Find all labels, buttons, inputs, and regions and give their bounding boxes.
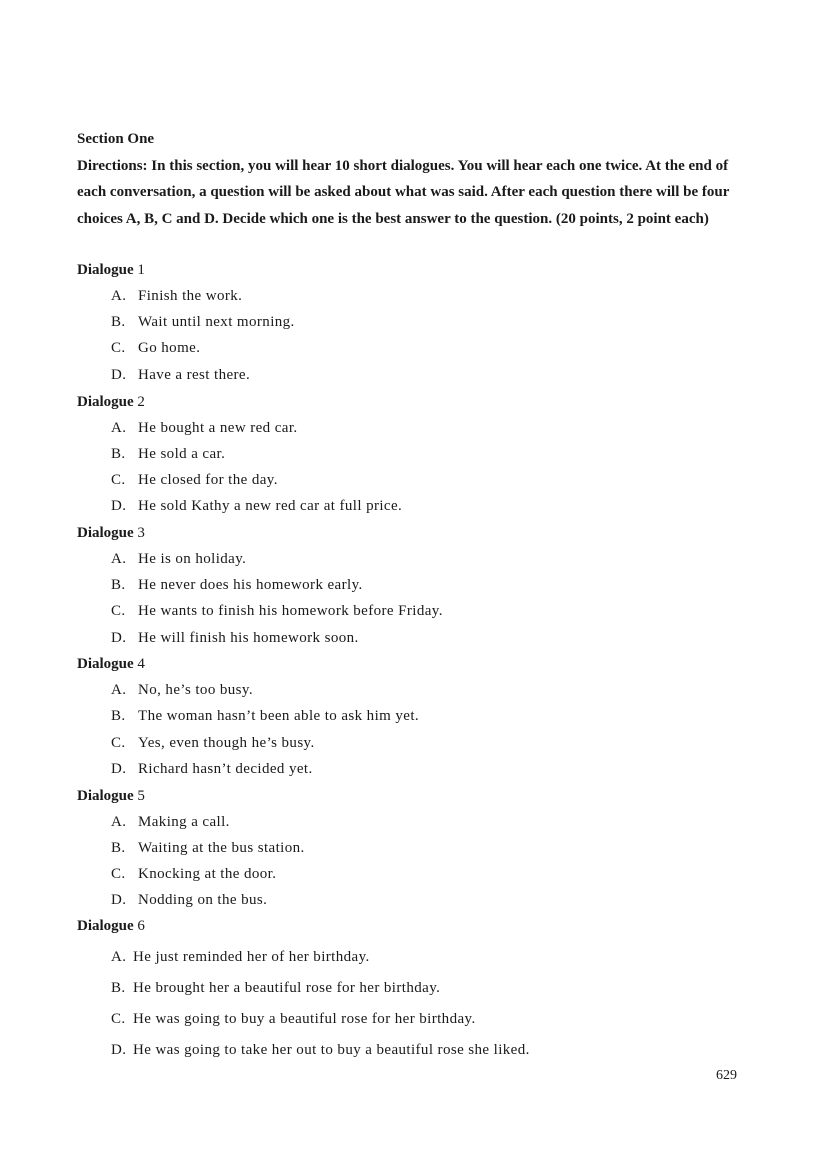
dialogue-2-option-d: D. He sold Kathy a new red car at full price.: [111, 498, 403, 514]
dialogue-heading-6: Dialogue 6: [77, 918, 145, 934]
dialogue-1-option-a: A. Finish the work.: [111, 288, 243, 304]
dialogue-3-option-b: B. He never does his homework early.: [111, 577, 363, 593]
dialogue-2-option-a: A. He bought a new red car.: [111, 420, 298, 436]
dialogue-4-option-c: C. Yes, even though he’s busy.: [111, 735, 315, 751]
dialogue-5-option-b: B. Waiting at the bus station.: [111, 840, 305, 856]
dialogue-6-option-b: B. He brought her a beautiful rose for her birthday.: [111, 980, 441, 996]
dialogue-5-option-d: D. Nodding on the bus.: [111, 892, 268, 908]
dialogue-5-option-c: C. Knocking at the door.: [111, 866, 277, 882]
dialogue-4-option-d: D. Richard hasn’t decided yet.: [111, 761, 313, 777]
dialogue-3-option-a: A. He is on holiday.: [111, 551, 247, 567]
section-title: Section One: [77, 131, 155, 147]
dialogue-heading-5: Dialogue 5: [77, 788, 145, 804]
dialogue-5-option-a: A. Making a call.: [111, 814, 230, 830]
dialogue-6-option-c: C. He was going to buy a beautiful rose for her birthday.: [111, 1011, 476, 1027]
dialogue-1-option-d: D. Have a rest there.: [111, 367, 251, 383]
dialogue-6-option-d: D. He was going to take her out to buy a beautiful rose she liked.: [111, 1042, 530, 1058]
dialogue-2-option-c: C. He closed for the day.: [111, 472, 278, 488]
dialogue-1-option-b: B. Wait until next morning.: [111, 314, 295, 330]
dialogue-heading-3: Dialogue 3: [77, 525, 145, 541]
dialogue-heading-4: Dialogue 4: [77, 656, 145, 672]
directions-paragraph: [77, 153, 757, 232]
page-number: 629: [716, 1068, 737, 1083]
dialogue-2-option-b: B. He sold a car.: [111, 446, 226, 462]
dialogue-3-option-c: C. He wants to finish his homework before Friday.: [111, 603, 443, 619]
dialogue-4-option-b: B. The woman hasn’t been able to ask him yet.: [111, 708, 420, 724]
directions-label: Directions:: [77, 158, 148, 174]
dialogue-1-option-c: C. Go home.: [111, 340, 201, 356]
directions-text: In this section, you will hear 10 short dialogues. You will hear each one twice. At the end of each conversation, a question will be asked about what was said. After each question there will be four choices A, B, C and D. Decide which one is the best answer to the question. (20 points, 2 point each): [77, 158, 730, 227]
dialogue-heading-2: Dialogue 2: [77, 394, 145, 410]
dialogue-heading-1: Dialogue 1: [77, 262, 145, 278]
dialogue-3-option-d: D. He will finish his homework soon.: [111, 630, 359, 646]
dialogue-6-option-a: A. He just reminded her of her birthday.: [111, 949, 370, 965]
dialogue-4-option-a: A. No, he’s too busy.: [111, 682, 253, 698]
